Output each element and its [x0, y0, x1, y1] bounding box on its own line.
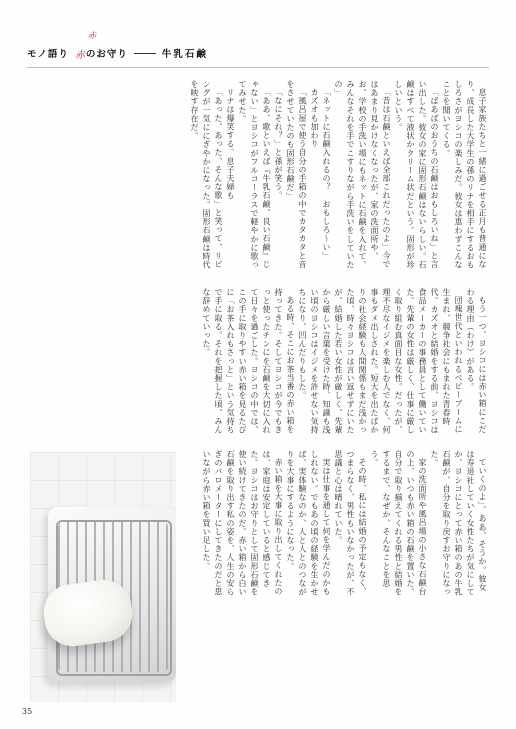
- paragraph: 息子家族たちと一緒に過ごせる正月も普通になり、成長した大学生の孫のリナを相手にするおもしろさがヨシコの楽しみだ。彼女は恵わずこんなことを聞いてくる。: [442, 80, 487, 270]
- article-topic: 牛乳石鹸: [161, 49, 208, 60]
- paragraph: 「なにそれ？」と孫が笑う。: [274, 88, 283, 200]
- text-column-top: [32, 80, 488, 276]
- article-header: [27, 44, 489, 62]
- page-number: 35: [22, 707, 33, 716]
- paragraph: 団塊世代といわれるベビーブームに生まれ、競争社会にもまれた青春時代。カズオと結婚をする前、ヨシコは食品メーカーの事務員として働いていた。先輩の女性は厳しく、仕事に厳しく取り組む真面目な女性。だったが、理不尽なイジメを楽しむ人でなく、何事もダメ出しされた。短大を出たばかりの社会経験も人間関係もまだ浅かった頃、時々ヨシコは言い返せずにいたが、結婚した若い女性が厳しく、先輩から厳しい言葉を受けた時、知識も浅い頃のヨシコはイジメを許せない気持ちになり、凹んだりもした。: [298, 288, 463, 435]
- paragraph: カズオも加わり: [310, 88, 319, 149]
- paragraph: 実は仕事を通して何を学んだのかもしれない。でもあの頃の経験を生かせば、実体験なのか、人と人とのつながりを大事にするようになった。: [286, 450, 331, 597]
- paragraph: 赤い箱を大事に取り出してくれたのは、家庭は安定していると感じてきた。ヨシコはお守りとして固形石鹸を使い続けてきたのだ。赤い箱から白い石鹸を取り出す私の姿を、人生の安らぎのバロメーターにしてきたのだと思いながら赤い箱を買い足した。: [202, 450, 283, 597]
- paragraph: 「昔は石鹸といえば全部これだったのよ」今ではあまり見かけなくなったが、家の洗面所や、お、学校の手洗い場にもネットに石鹸を入れて、みんなそれを手でこすりながら手洗いをしていたの」: [334, 80, 391, 270]
- series-title: モノ語り: [27, 49, 69, 60]
- header-red-accent: 赤: [88, 31, 96, 40]
- header-dash: [134, 53, 156, 54]
- text-column-bottom: [182, 450, 488, 600]
- paragraph: ある時、そこにお茶当番の赤い箱を持ってきた。そしてヨシコが今でもきっと使ったチンにを石鹸を大切に入れて日々を過ごした。ヨシコの中では、この手に取りやすい赤い箱を見るたびに「お茶入れもさっと」という気持ちで手に取る。それを把握した頃、みんな辞めていった。: [202, 288, 295, 435]
- paragraph: 「ネットに石鹸入れるの？ おもしろ～い」: [322, 88, 331, 260]
- paragraph: 「ああ、歌といえば『牛乳石鹸、良い石鹸』じゃない」とヨシコがフルコーラスで軽やかに歌ってみせた。: [238, 80, 271, 270]
- paragraph: 家の洗面所や風呂場の小さな石鹸台の上、いつも赤い箱の石鹸を置いた。自分で取り揃えてくれる男性と結婚をするまで、なぜか、そんなことを思う。: [370, 450, 427, 597]
- soap-photo: [30, 452, 176, 702]
- paragraph: ていくのよ」。ああ、そうか。彼女は寿退社していく女性たちが気にしてか、ヨシコにとって赤い箱のあの牛乳石鹸が、自分を取り戻すお守りになった。: [430, 450, 487, 597]
- paragraph: もう一つ、ヨシコには赤い箱にこだわる理由（わけ）がある。: [466, 288, 487, 434]
- paragraph: 「風呂屋で使う自分の手箱の中でカタカタと音をさせていたのも固形石鹸だ」: [286, 80, 307, 269]
- text-column-middle: [32, 288, 488, 438]
- series-red-char: 赤: [74, 49, 85, 61]
- paragraph: 「ばあばのおうちの石鹸はおもしろいね」と言い出した。彼女の家に固形石鹸はないらしい。石鹸はすべて液状かクリーム状だという。固形が珍しいという。: [394, 80, 439, 270]
- header-divider: [27, 67, 489, 68]
- paragraph: その時、私には結婚の予定もなく、つまらなく、男性もいなかったが、不思議と心は晴れていた。: [334, 450, 367, 597]
- series-subtitle: のお守り: [85, 49, 128, 60]
- paragraph: 「あった、あった、そんな歌」と笑って、リビングが一気ににぎやかになった。固形石鹸は時代を映す存在だ。: [190, 80, 223, 270]
- paragraph: リナは爆笑する。息子夫婦も: [226, 88, 235, 200]
